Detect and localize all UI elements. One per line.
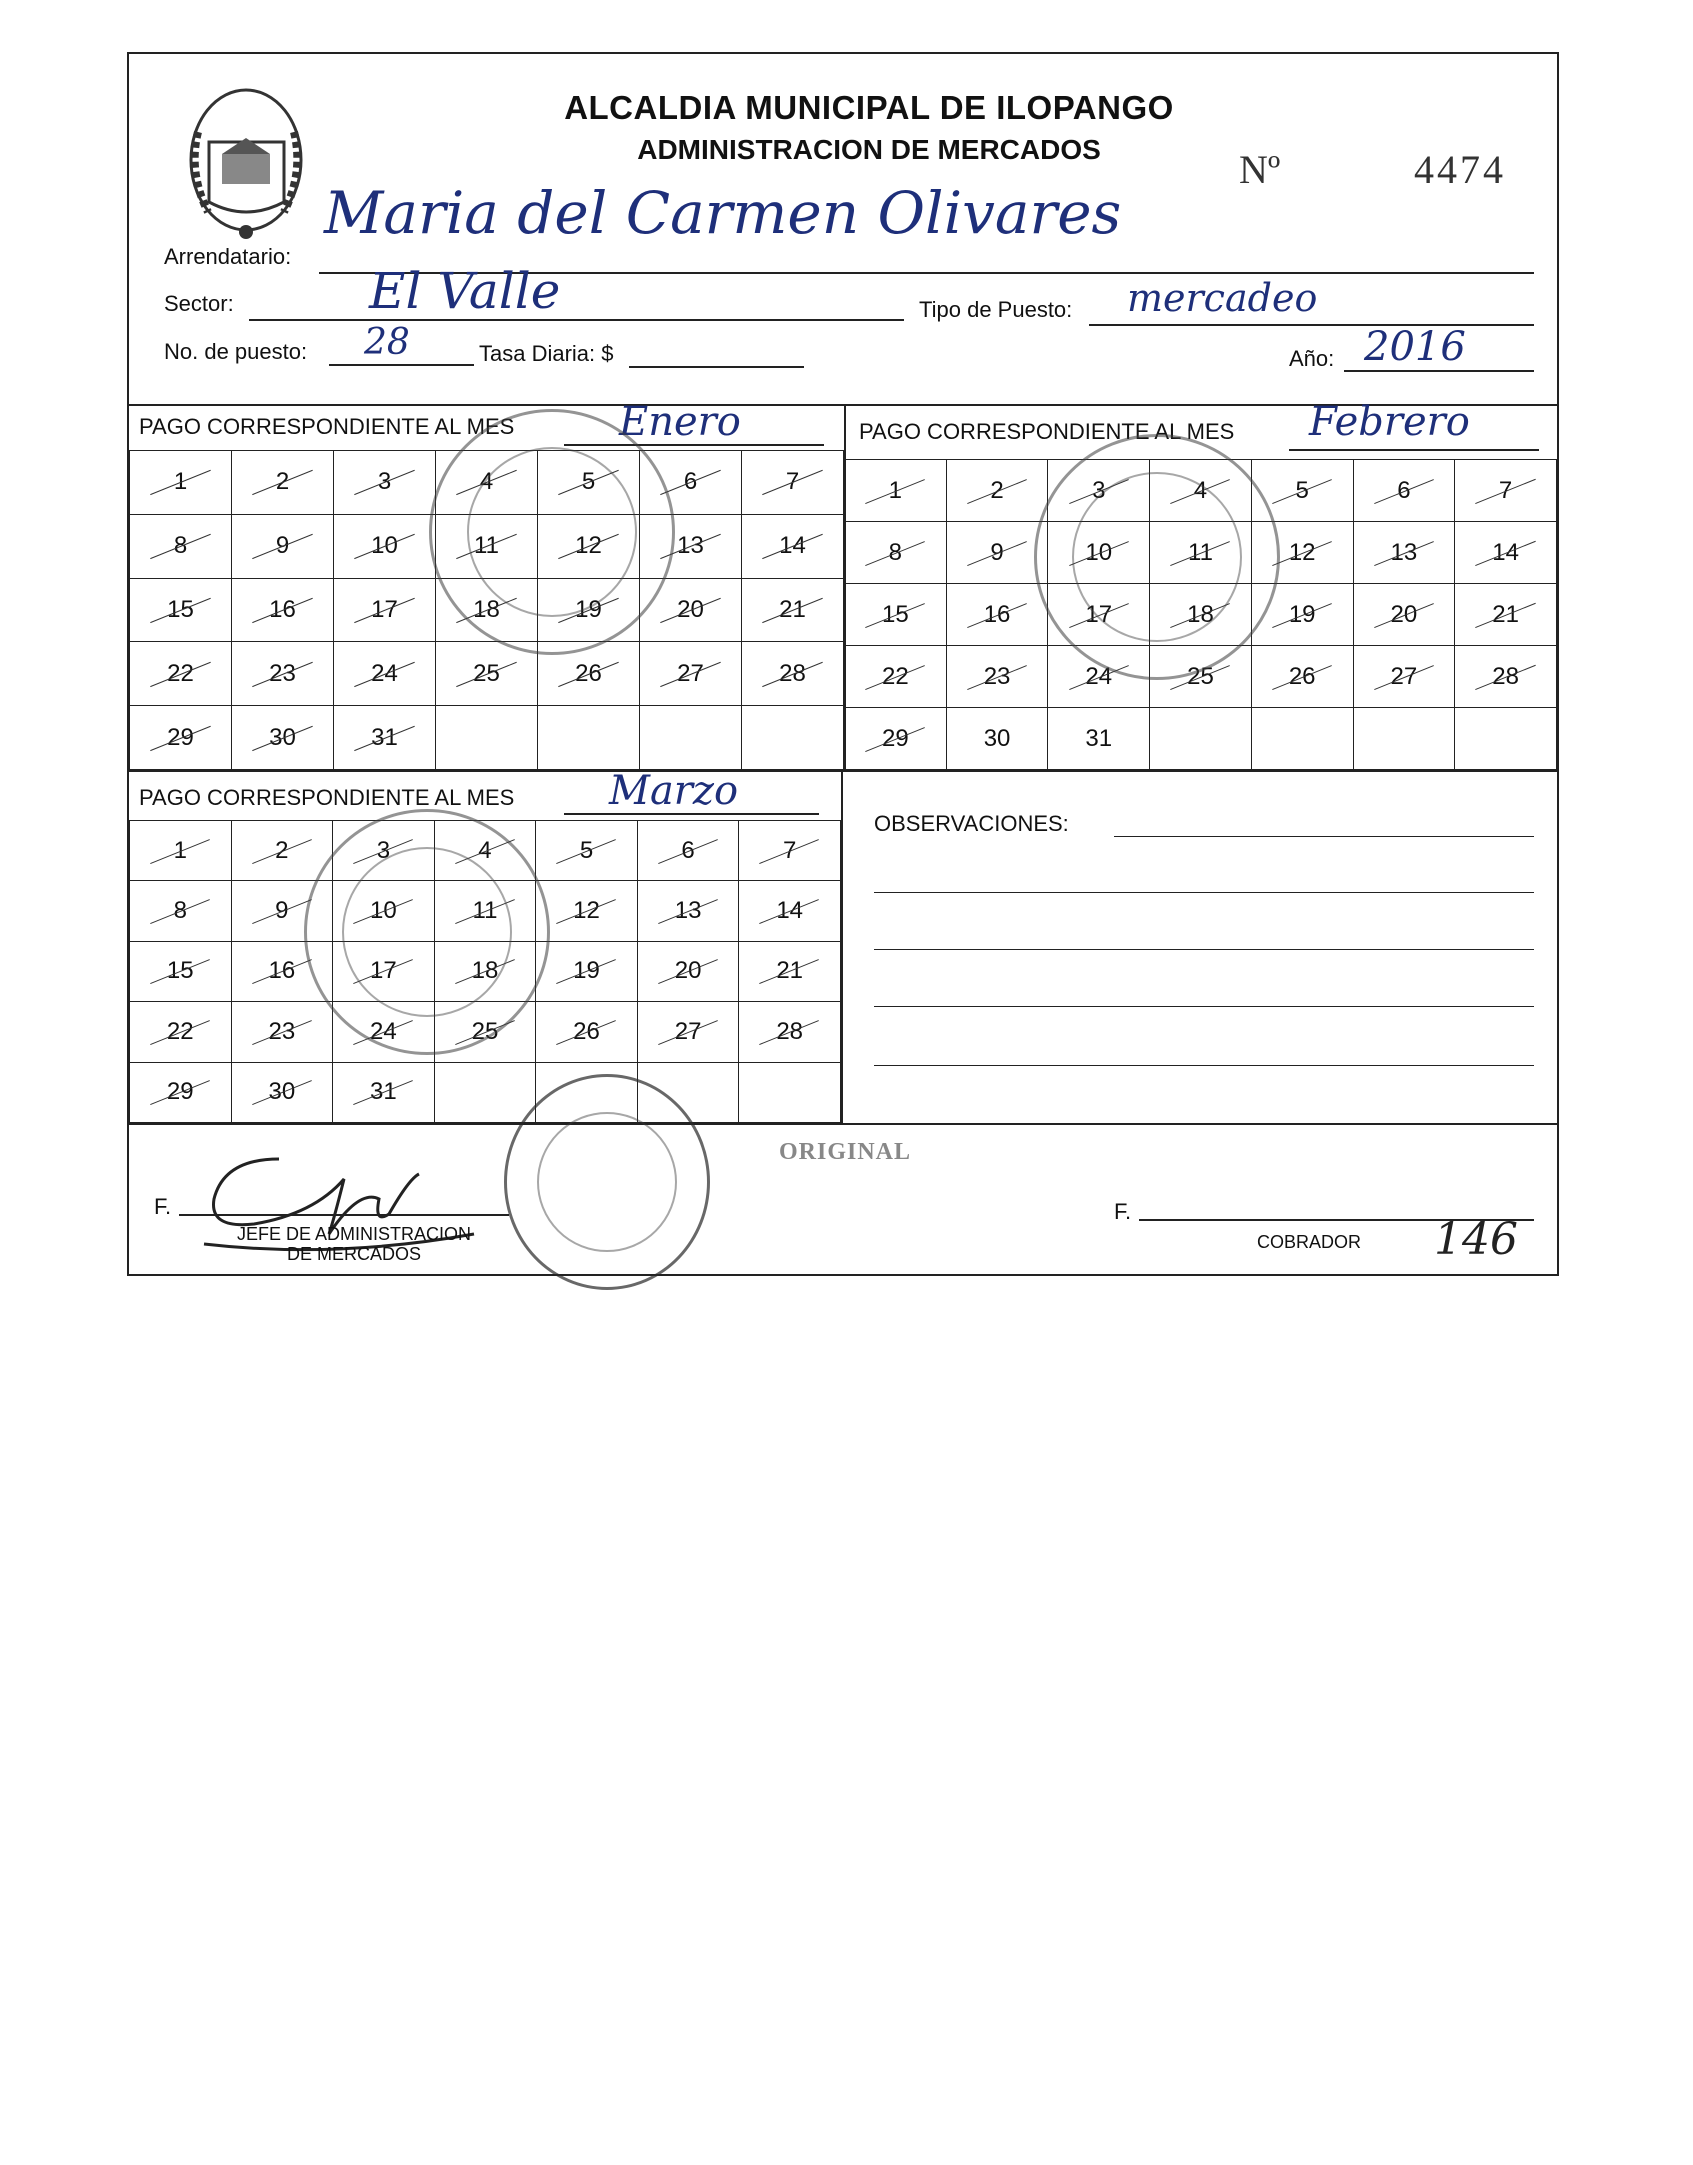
day-cell[interactable]: 18 [434,941,536,1001]
arrendatario-value[interactable]: Maria del Carmen Olivares [324,179,1122,247]
day-cell[interactable]: 24 [334,642,436,706]
day-cell[interactable]: 14 [739,881,841,941]
day-cell[interactable]: 29 [130,706,232,770]
observaciones-line[interactable] [874,892,1534,893]
day-cell[interactable]: 19 [538,578,640,642]
day-cell[interactable]: 11 [434,881,536,941]
day-cell[interactable]: 6 [637,821,739,881]
day-cell[interactable]: 26 [1251,646,1353,708]
day-cell[interactable]: 23 [231,1002,333,1062]
day-cell[interactable]: 14 [1455,522,1557,584]
month-label: PAGO CORRESPONDIENTE AL MES [859,419,1235,444]
day-cell[interactable]: 4 [436,451,538,515]
day-cell[interactable]: 20 [1353,584,1455,646]
day-cell[interactable]: 25 [434,1002,536,1062]
day-cell[interactable]: 21 [742,578,844,642]
cobrador-label: COBRADOR [1256,1232,1361,1252]
day-cell[interactable]: 16 [946,584,1048,646]
day-cell[interactable]: 15 [130,941,232,1001]
day-cell[interactable]: 8 [130,881,232,941]
anio-label: Año: [1289,346,1335,371]
form-number-label: Nº [1239,147,1281,192]
day-cell[interactable]: 7 [742,451,844,515]
day-cell[interactable]: 17 [334,578,436,642]
tasa-label: Tasa Diaria: $ [479,341,614,366]
day-cell[interactable]: 3 [334,451,436,515]
cancelado-stamp-ring [342,847,512,1017]
cancelado-stamp [1034,434,1280,680]
day-cell [1353,708,1455,770]
day-cell[interactable]: 30 [232,706,334,770]
day-cell[interactable]: 26 [538,642,640,706]
puesto-label: No. de puesto: [164,339,308,364]
day-cell[interactable]: 20 [640,578,742,642]
month-name[interactable]: Marzo [609,768,739,814]
month-name[interactable]: Enero [619,399,741,445]
day-cell[interactable]: 2 [232,451,334,515]
month-label: PAGO CORRESPONDIENTE AL MES [139,785,515,810]
day-cell[interactable]: 4 [434,821,536,881]
day-cell [1251,708,1353,770]
day-cell[interactable]: 10 [333,881,435,941]
sector-line [249,319,904,321]
day-cell[interactable]: 29 [845,708,947,770]
day-cell[interactable]: 13 [1353,522,1455,584]
day-cell[interactable]: 11 [1150,522,1252,584]
observaciones-line[interactable] [1114,836,1534,837]
jefe-title-line1: JEFE DE ADMINISTRACION [236,1224,472,1244]
anio-value[interactable]: 2016 [1364,324,1466,370]
day-cell [538,706,640,770]
day-cell[interactable]: 24 [333,1002,435,1062]
day-cell[interactable]: 31 [333,1062,435,1122]
day-cell [434,1062,536,1122]
month-name-line [1289,449,1539,451]
day-cell[interactable]: 1 [845,460,947,522]
day-cell[interactable]: 27 [1353,646,1455,708]
day-cell[interactable]: 1 [130,821,232,881]
day-cell[interactable]: 23 [232,642,334,706]
day-cell[interactable]: 22 [130,642,232,706]
day-cell[interactable]: 3 [1048,460,1150,522]
day-cell[interactable]: 6 [640,451,742,515]
day-cell[interactable]: 17 [333,941,435,1001]
cancelado-stamp [429,409,675,655]
cobrador-number: 146 [1434,1214,1518,1265]
cancelado-stamp-ring [1072,472,1242,642]
day-cell[interactable]: 1 [130,451,232,515]
day-cell[interactable]: 17 [1048,584,1150,646]
market-payment-form [127,52,1559,1276]
day-cell[interactable]: 18 [1150,584,1252,646]
day-cell[interactable]: 19 [1251,584,1353,646]
day-cell[interactable]: 9 [232,514,334,578]
tipo-puesto-line [1089,324,1534,326]
form-subtitle: ADMINISTRACION DE MERCADOS [637,134,1101,165]
day-cell[interactable]: 15 [130,578,232,642]
signature-f-label-right: F. [1114,1199,1132,1224]
municipal-round-stamp [504,1074,710,1290]
day-cell [640,706,742,770]
day-cell[interactable]: 26 [536,1002,638,1062]
day-cell [436,706,538,770]
day-cell[interactable]: 21 [739,941,841,1001]
day-cell[interactable]: 20 [637,941,739,1001]
day-cell[interactable]: 4 [1150,460,1252,522]
month-label: PAGO CORRESPONDIENTE AL MES [139,414,515,439]
tipo-puesto-label: Tipo de Puesto: [919,297,1073,322]
observaciones-line[interactable] [874,1006,1534,1007]
puesto-line [329,364,474,366]
day-cell[interactable]: 2 [231,821,333,881]
day-cell[interactable]: 5 [1251,460,1353,522]
day-cell[interactable]: 5 [536,821,638,881]
day-cell[interactable]: 12 [1251,522,1353,584]
day-cell[interactable]: 9 [231,881,333,941]
day-cell[interactable]: 8 [130,514,232,578]
day-cell[interactable]: 2 [946,460,1048,522]
day-cell[interactable]: 23 [946,646,1048,708]
day-cell[interactable]: 15 [845,584,947,646]
original-label: ORIGINAL [779,1139,912,1165]
day-cell[interactable]: 30 [231,1062,333,1122]
day-cell[interactable]: 16 [231,941,333,1001]
day-cell[interactable]: 31 [1048,708,1150,770]
observaciones-line[interactable] [874,949,1534,950]
tasa-line [629,366,804,368]
day-cell[interactable]: 6 [1353,460,1455,522]
day-cell[interactable]: 8 [845,522,947,584]
day-cell[interactable]: 29 [130,1062,232,1122]
day-cell[interactable]: 27 [637,1002,739,1062]
day-cell[interactable]: 28 [1455,646,1557,708]
day-cell[interactable]: 12 [536,881,638,941]
day-cell[interactable]: 3 [333,821,435,881]
month-divider [841,770,843,1123]
jefe-title-line2: DE MERCADOS [286,1244,421,1264]
day-cell[interactable]: 27 [640,642,742,706]
day-cell [1150,708,1252,770]
day-cell[interactable]: 24 [1048,646,1150,708]
cancelado-stamp-ring [467,447,637,617]
municipal-seal-icon [184,72,309,247]
sector-value[interactable]: El Valle [369,262,561,320]
day-cell[interactable]: 16 [232,578,334,642]
day-cell[interactable]: 30 [946,708,1048,770]
day-cell[interactable]: 25 [436,642,538,706]
puesto-value[interactable]: 28 [364,322,410,363]
day-cell[interactable]: 18 [436,578,538,642]
day-cell[interactable]: 22 [845,646,947,708]
day-cell[interactable]: 19 [536,941,638,1001]
form-number: 4474 [1414,147,1506,192]
day-cell [1455,708,1557,770]
day-cell[interactable]: 9 [946,522,1048,584]
day-cell [742,706,844,770]
day-cell[interactable]: 22 [130,1002,232,1062]
day-cell[interactable]: 7 [739,821,841,881]
signature-f-label-left: F. [154,1194,172,1219]
day-cell[interactable]: 12 [538,514,640,578]
day-cell [739,1062,841,1122]
day-cell[interactable]: 13 [640,514,742,578]
day-cell[interactable]: 7 [1455,460,1557,522]
arrendatario-label: Arrendatario: [164,244,292,269]
day-cell[interactable]: 28 [742,642,844,706]
day-cell[interactable]: 25 [1150,646,1252,708]
municipal-round-stamp-ring [537,1112,677,1252]
day-cell[interactable]: 21 [1455,584,1557,646]
cancelado-stamp [304,809,550,1055]
month-name[interactable]: Febrero [1309,399,1470,445]
tipo-puesto-value[interactable]: mercadeo [1127,276,1318,320]
form-title: ALCALDIA MUNICIPAL DE ILOPANGO [564,89,1174,126]
sector-label: Sector: [164,291,234,316]
day-cell[interactable]: 31 [334,706,436,770]
observaciones-label: OBSERVACIONES: [874,811,1069,836]
day-cell[interactable]: 11 [436,514,538,578]
day-cell[interactable]: 13 [637,881,739,941]
day-cell[interactable]: 10 [334,514,436,578]
day-cell[interactable]: 5 [538,451,640,515]
day-cell[interactable]: 14 [742,514,844,578]
day-cell[interactable]: 10 [1048,522,1150,584]
observaciones-line[interactable] [874,1065,1534,1066]
anio-line [1344,370,1534,372]
day-cell[interactable]: 28 [739,1002,841,1062]
